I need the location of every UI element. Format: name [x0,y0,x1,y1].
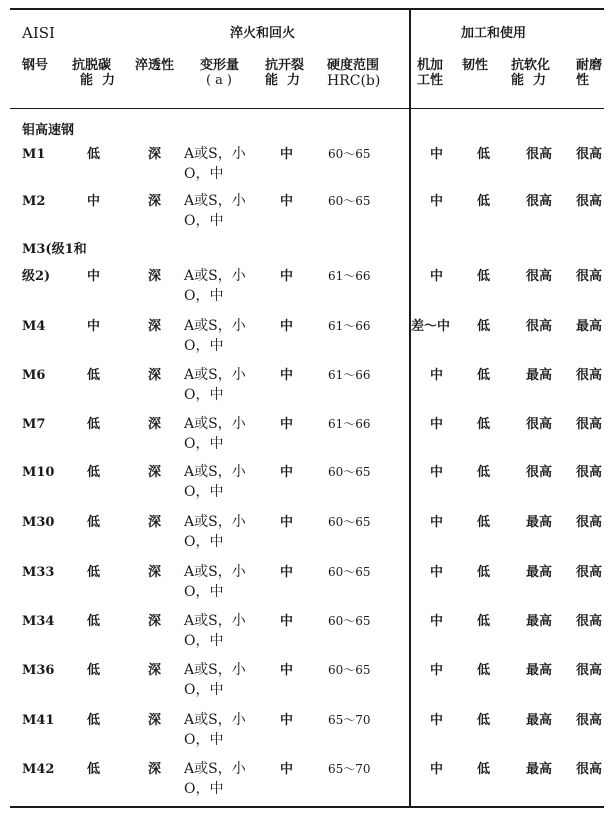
deformation-line2: O，中 [184,213,224,229]
deformation-line2: O，中 [184,682,224,698]
decarb-cell: 低 [87,368,101,383]
deformation-line2: O，中 [184,732,224,748]
decarb-cell: 中 [87,194,101,209]
wear-cell: 很高 [576,663,603,678]
machinability-cell: 中 [430,565,444,580]
deformation-line1: A或S，小 [184,268,246,284]
header-machining-group: 加工和使用 [461,26,527,41]
section-title: 钼高速钢 [22,123,75,138]
decarb-cell: 低 [87,762,101,777]
machinability-cell: 中 [430,417,444,432]
deformation-line2: O，中 [184,338,224,354]
hardenability-cell: 深 [148,147,162,162]
softening-cell: 最高 [526,565,553,580]
header-toughness: 韧性 [462,58,489,73]
wear-cell: 很高 [576,515,603,530]
machinability-cell: 中 [430,713,444,728]
hardenability-cell: 深 [148,465,162,480]
deformation-line1: A或S，小 [184,318,246,334]
hardness-cell: 61～66 [328,368,371,382]
steel-id: M33 [22,565,55,580]
steel-id: M7 [22,417,46,432]
steel-id: M1 [22,147,46,162]
steel-id: 级2) [22,269,51,284]
softening-cell: 很高 [526,417,553,432]
deformation-line2: O，中 [184,534,224,550]
hardness-cell: 61～66 [328,417,371,431]
hardness-cell: 65～70 [328,762,371,776]
hardenability-cell: 深 [148,417,162,432]
deformation-line1: A或S，小 [184,564,246,580]
hardenability-cell: 深 [148,565,162,580]
steel-id: M42 [22,762,55,777]
header-aisi: AISI [22,24,55,42]
header-steel-no: 钢号 [22,58,49,73]
machinability-cell: 中 [430,663,444,678]
hardenability-cell: 深 [148,515,162,530]
toughness-cell: 低 [477,269,491,284]
crack-cell: 中 [280,614,294,629]
toughness-cell: 低 [477,319,491,334]
wear-cell: 很高 [576,417,603,432]
hardenability-cell: 深 [148,762,162,777]
header-wear-1: 耐磨 [576,58,603,73]
softening-cell: 最高 [526,713,553,728]
deformation-line1: A或S，小 [184,367,246,383]
toughness-cell: 低 [477,713,491,728]
header-decarb-2: 能 力 [80,73,116,88]
toughness-cell: 低 [477,465,491,480]
toughness-cell: 低 [477,515,491,530]
softening-cell: 很高 [526,465,553,480]
wear-cell: 很高 [576,713,603,728]
steel-id: M2 [22,194,46,209]
softening-cell: 很高 [526,147,553,162]
hardness-cell: 60～65 [328,465,371,479]
steel-id: M30 [22,515,55,530]
toughness-cell: 低 [477,147,491,162]
decarb-cell: 低 [87,465,101,480]
deformation-line1: A或S，小 [184,613,246,629]
softening-cell: 很高 [526,269,553,284]
crack-cell: 中 [280,515,294,530]
machinability-cell: 中 [430,465,444,480]
crack-cell: 中 [280,565,294,580]
hardenability-cell: 深 [148,614,162,629]
steel-id: M10 [22,465,55,480]
top-rule [10,8,604,10]
wear-cell: 很高 [576,614,603,629]
softening-cell: 最高 [526,515,553,530]
machinability-cell: 中 [430,269,444,284]
deformation-line2: O，中 [184,484,224,500]
crack-cell: 中 [280,713,294,728]
header-wear-2: 性 [576,73,590,88]
header-deformation-1: 变形量 [200,58,240,73]
deformation-line1: A或S，小 [184,416,246,432]
machinability-cell: 中 [430,515,444,530]
deformation-line2: O，中 [184,436,224,452]
header-rule [10,108,604,109]
machinability-cell: 差～中 [411,319,451,334]
steel-id: M36 [22,663,55,678]
machinability-cell: 中 [430,194,444,209]
steel-id: M41 [22,713,55,728]
softening-cell: 很高 [526,319,553,334]
softening-cell: 很高 [526,194,553,209]
steel-id: M4 [22,319,46,334]
wear-cell: 很高 [576,762,603,777]
decarb-cell: 中 [87,269,101,284]
toughness-cell: 低 [477,417,491,432]
wear-cell: 很高 [576,147,603,162]
toughness-cell: 低 [477,565,491,580]
crack-cell: 中 [280,194,294,209]
hardenability-cell: 深 [148,368,162,383]
machinability-cell: 中 [430,368,444,383]
steel-id: M6 [22,368,46,383]
hardenability-cell: 深 [148,319,162,334]
header-hardness-1: 硬度范围 [327,58,380,73]
hardness-cell: 61～66 [328,319,371,333]
header-crack-2: 能 力 [265,73,301,88]
steel-id: M34 [22,614,55,629]
deformation-line2: O，中 [184,166,224,182]
deformation-line1: A或S，小 [184,761,246,777]
hardenability-cell: 深 [148,194,162,209]
deformation-line2: O，中 [184,633,224,649]
decarb-cell: 中 [87,319,101,334]
wear-cell: 很高 [576,565,603,580]
crack-cell: 中 [280,319,294,334]
crack-cell: 中 [280,417,294,432]
deformation-line2: O，中 [184,584,224,600]
bottom-rule [10,806,604,808]
header-hardness-2: HRC(b) [327,73,381,89]
hardness-cell: 60～65 [328,565,371,579]
steel-id-line1: M3(级1和 [22,242,87,257]
softening-cell: 最高 [526,663,553,678]
decarb-cell: 低 [87,417,101,432]
hardenability-cell: 深 [148,713,162,728]
crack-cell: 中 [280,762,294,777]
deformation-line2: O，中 [184,288,224,304]
wear-cell: 最高 [576,319,603,334]
decarb-cell: 低 [87,515,101,530]
decarb-cell: 低 [87,147,101,162]
header-machinability-2: 工性 [417,73,444,88]
machinability-cell: 中 [430,147,444,162]
crack-cell: 中 [280,269,294,284]
hardenability-cell: 深 [148,269,162,284]
toughness-cell: 低 [477,614,491,629]
machinability-cell: 中 [430,614,444,629]
hardness-cell: 60～65 [328,147,371,161]
hardenability-cell: 深 [148,663,162,678]
deformation-line1: A或S，小 [184,146,246,162]
hardness-cell: 61～66 [328,269,371,283]
header-machinability-1: 机加 [417,58,444,73]
softening-cell: 最高 [526,614,553,629]
hardness-cell: 65～70 [328,713,371,727]
wear-cell: 很高 [576,194,603,209]
wear-cell: 很高 [576,465,603,480]
deformation-line1: A或S，小 [184,712,246,728]
wear-cell: 很高 [576,269,603,284]
deformation-line2: O，中 [184,781,224,797]
wear-cell: 很高 [576,368,603,383]
toughness-cell: 低 [477,368,491,383]
deformation-line1: A或S，小 [184,514,246,530]
deformation-line1: A或S，小 [184,193,246,209]
decarb-cell: 低 [87,565,101,580]
hardness-cell: 60～65 [328,614,371,628]
crack-cell: 中 [280,663,294,678]
header-crack-1: 抗开裂 [265,58,305,73]
header-softening-1: 抗软化 [511,58,551,73]
decarb-cell: 低 [87,614,101,629]
header-hardenability: 淬透性 [135,58,175,73]
deformation-line2: O，中 [184,387,224,403]
crack-cell: 中 [280,465,294,480]
header-softening-2: 能 力 [511,73,547,88]
hardness-cell: 60～65 [328,663,371,677]
softening-cell: 最高 [526,762,553,777]
deformation-line1: A或S，小 [184,464,246,480]
toughness-cell: 低 [477,194,491,209]
header-deformation-2: (a) [206,73,236,88]
header-decarb-1: 抗脱碳 [72,58,112,73]
hardness-cell: 60～65 [328,194,371,208]
machinability-cell: 中 [430,762,444,777]
toughness-cell: 低 [477,762,491,777]
softening-cell: 最高 [526,368,553,383]
crack-cell: 中 [280,368,294,383]
crack-cell: 中 [280,147,294,162]
decarb-cell: 低 [87,663,101,678]
header-heat-treatment-group: 淬火和回火 [230,26,296,41]
deformation-line1: A或S，小 [184,662,246,678]
decarb-cell: 低 [87,713,101,728]
toughness-cell: 低 [477,663,491,678]
column-divider [409,8,411,808]
hardness-cell: 60～65 [328,515,371,529]
